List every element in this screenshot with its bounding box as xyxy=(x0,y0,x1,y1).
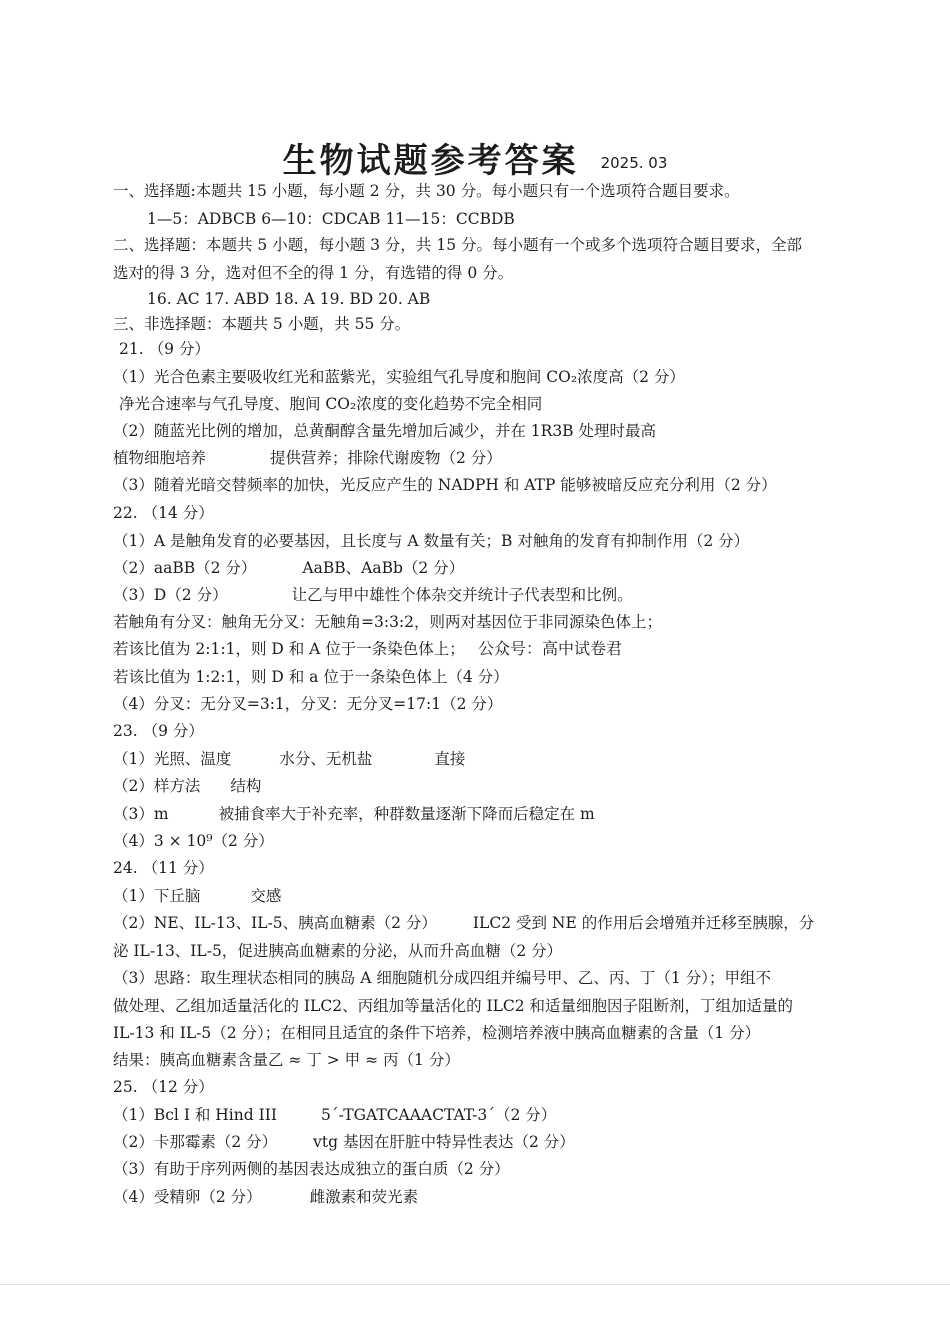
q21-line3: （2）随蓝光比例的增加，总黄酮醇含量先增加后减少，并在 1R3B 处理时最高 xyxy=(113,422,657,440)
q24-line1 xyxy=(113,885,843,907)
q22-line3 xyxy=(113,584,843,606)
q22-heading: 22. （14 分） xyxy=(113,504,214,522)
q22-line2-part2: AaBB、AaBb（2 分） xyxy=(302,559,465,577)
q25-line2-part1: （2）卡那霉素（2 分） xyxy=(113,1133,278,1151)
q22-line3-part2: 让乙与甲中雄性个体杂交并统计子代表型和比例。 xyxy=(291,586,633,604)
section1-answers: 1—5：ADBCB 6—10：CDCAB 11—15：CCBDB xyxy=(147,210,515,228)
q25-heading: 25. （12 分） xyxy=(113,1078,214,1096)
q21-line1: （1）光合色素主要吸收红光和蓝紫光，实验组气孔导度和胞间 CO₂浓度高（2 分） xyxy=(113,368,685,386)
q22-line7: （4）分叉：无分叉=3:1，分叉：无分叉=17:1（2 分） xyxy=(113,695,503,713)
q25-line4-part1: （4）受精卵（2 分） xyxy=(113,1188,262,1206)
q25-line4 xyxy=(113,1186,843,1208)
q24-line2-part2: ILC2 受到 NE 的作用后会增殖并迁移至胰腺，分 xyxy=(472,914,815,932)
q24-line7: 结果：胰高血糖素含量乙 ≈ 丁 > 甲 ≈ 丙（1 分） xyxy=(113,1051,460,1069)
q23-line3-part2: 被捕食率大于补充率，种群数量逐渐下降而后稳定在 m xyxy=(218,805,595,823)
bottom-divider xyxy=(0,1284,950,1285)
q21-line4-part1: 植物细胞培养 xyxy=(113,449,207,467)
q24-line3: 泌 IL-13、IL-5，促进胰高血糖素的分泌，从而升高血糖（2 分） xyxy=(113,942,563,960)
q25-line1-part2: 5´-TGATCAAACTAT-3´（2 分） xyxy=(320,1106,557,1124)
q25-line1 xyxy=(113,1104,843,1126)
q23-line3-part1: （3）m xyxy=(113,805,169,823)
q23-heading: 23. （9 分） xyxy=(113,722,204,740)
q24-line6: IL-13 和 IL-5（2 分）；在相同且适宜的条件下培养，检测培养液中胰高血糖素的含量（1 分） xyxy=(113,1024,761,1042)
section2-answers: 16. AC 17. ABD 18. A 19. BD 20. AB xyxy=(147,290,431,308)
q23-line2-part2: 结构 xyxy=(230,777,262,795)
q25-line4-part2: 雌激素和荧光素 xyxy=(309,1188,419,1206)
q24-line4: （3）思路：取生理状态相同的胰岛 A 细胞随机分成四组并编号甲、乙、丙、丁（1 分）；甲组不 xyxy=(113,969,771,987)
q23-line4: （4）3 × 10⁹（2 分） xyxy=(113,832,274,850)
q22-line4: 若触角有分叉：触角无分叉：无触角=3:3:2，则两对基因位于非同源染色体上； xyxy=(113,613,663,631)
q24-line1-part1: （1）下丘脑 xyxy=(113,887,201,905)
q22-line2 xyxy=(113,557,843,579)
watermark-text: 公众号：高中试卷君 xyxy=(478,639,623,658)
page-title: 生物试题参考答案 xyxy=(282,141,579,181)
section2-heading-line1: 二、选择题：本题共 5 小题，每小题 3 分，共 15 分。每小题有一个或多个选项符合题目要求，全部 xyxy=(113,236,803,254)
q24-line2-part1: （2）NE、IL-13、IL-5、胰高血糖素（2 分） xyxy=(113,914,437,932)
q22-line6: 若该比值为 1:2:1，则 D 和 a 位于一条染色体上（4 分） xyxy=(113,668,509,686)
q23-line1 xyxy=(113,748,843,770)
q21-line4-part2: 提供营养；排除代谢废物（2 分） xyxy=(270,449,502,467)
q24-line2 xyxy=(113,912,843,934)
q22-line3-part1: （3）D（2 分） xyxy=(113,586,228,604)
q21-line2: 净光合速率与气孔导度、胞间 CO₂浓度的变化趋势不完全相同 xyxy=(119,395,543,413)
q24-line5: 做处理、乙组加适量活化的 ILC2、丙组加等量活化的 ILC2 和适量细胞因子阻断剂，丁组加适量的 xyxy=(113,997,794,1015)
section1-heading: 一、选择题:本题共 15 小题，每小题 2 分，共 30 分。每小题只有一个选项符合题目要求。 xyxy=(113,182,740,200)
q21-line4 xyxy=(113,447,843,469)
q23-line1-part1: （1）光照、温度 xyxy=(113,750,232,768)
q23-line2 xyxy=(113,775,843,797)
q22-line2-part1: （2）aaBB（2 分） xyxy=(113,559,257,577)
q23-line1-part2: 水分、无机盐 xyxy=(279,750,373,768)
q23-line1-part3: 直接 xyxy=(434,750,466,768)
section3-heading: 三、非选择题：本题共 5 小题，共 55 分。 xyxy=(113,315,411,333)
q25-line1-part1: （1）Bcl I 和 Hind III xyxy=(113,1106,277,1124)
q22-line1: （1）A 是触角发育的必要基因，且长度与 A 数量有关；B 对触角的发育有抑制作用（2 分） xyxy=(113,532,750,550)
q25-line3: （3）有助于序列两侧的基因表达成独立的蛋白质（2 分） xyxy=(113,1160,510,1178)
q24-line1-part2: 交感 xyxy=(250,887,282,905)
title-block xyxy=(0,133,950,182)
exam-date: 2025. 03 xyxy=(600,154,668,172)
q25-line2 xyxy=(113,1131,843,1153)
q21-heading: 21. （9 分） xyxy=(119,340,210,358)
q25-line2-part2: vtg 基因在肝脏中特异性表达（2 分） xyxy=(313,1133,575,1151)
q23-line3 xyxy=(113,803,843,825)
q24-heading: 24. （11 分） xyxy=(113,859,214,877)
q21-line5: （3）随着光暗交替频率的加快，光反应产生的 NADPH 和 ATP 能够被暗反应充分利用（2 分） xyxy=(113,476,777,494)
q22-line5: 若该比值为 2:1:1，则 D 和 A 位于一条染色体上； xyxy=(113,640,465,658)
q23-line2-part1: （2）样方法 xyxy=(113,777,201,795)
section2-heading-line2: 选对的得 3 分，选对但不全的得 1 分，有选错的得 0 分。 xyxy=(113,264,514,282)
